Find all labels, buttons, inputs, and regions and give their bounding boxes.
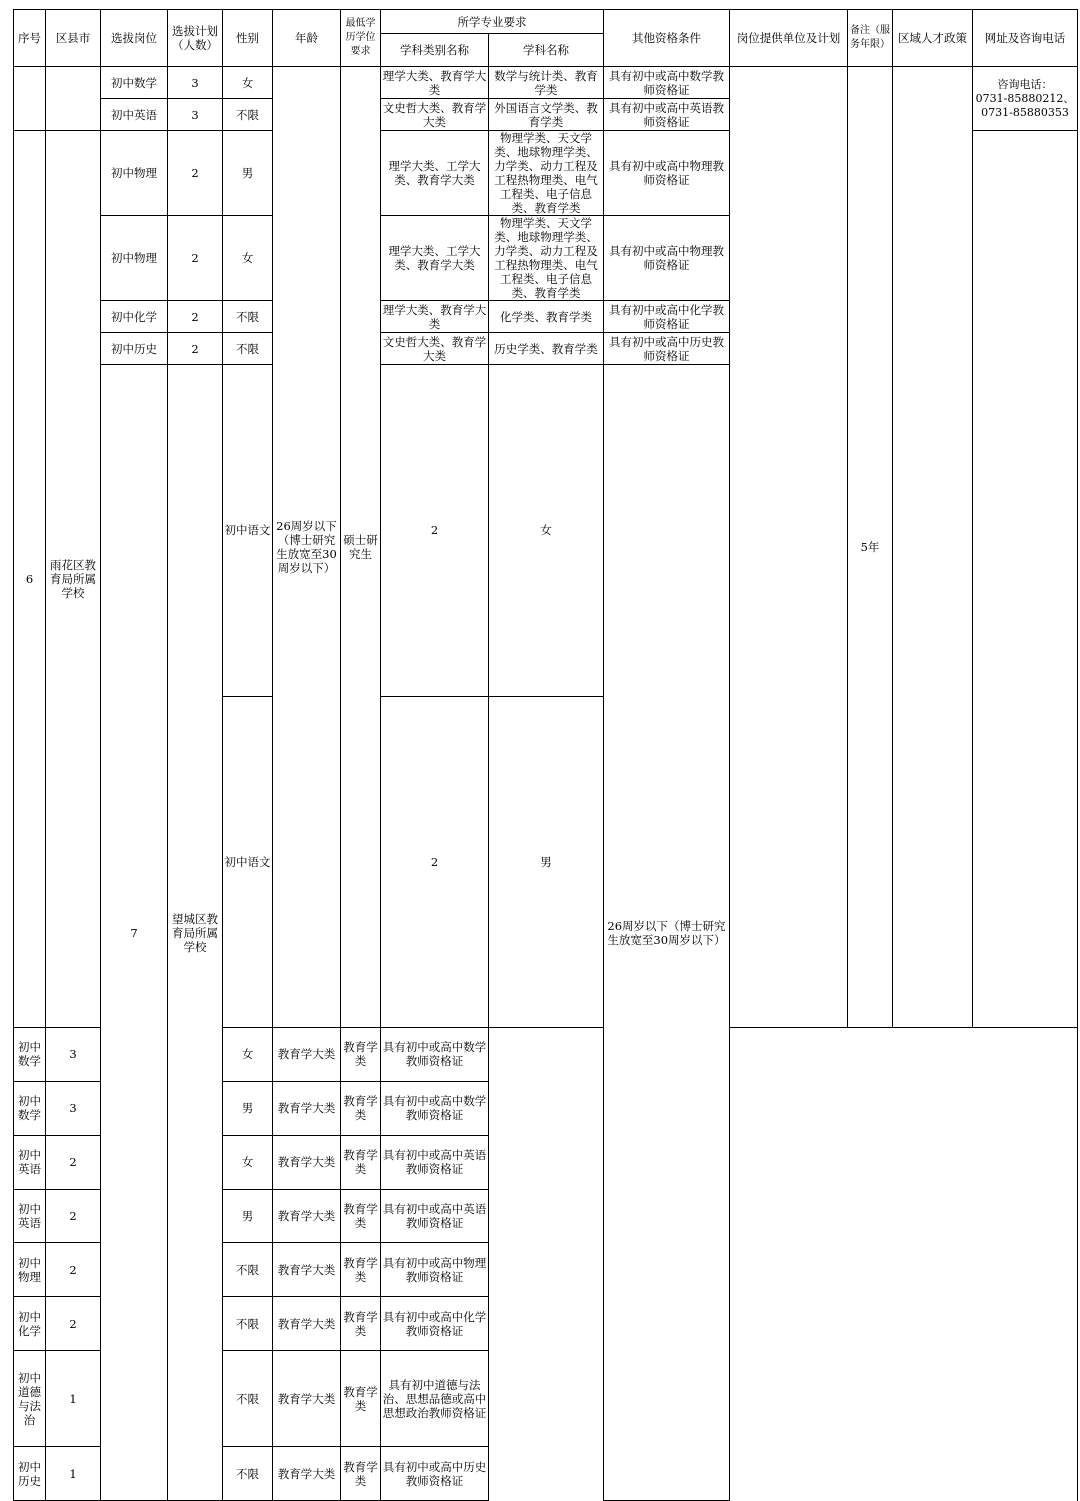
position-cell: 初中道德与法治	[14, 1351, 46, 1447]
category-cell: 教育学大类	[273, 1243, 341, 1297]
major-cell: 教育学类	[341, 1189, 381, 1243]
header-position: 选拔岗位	[101, 10, 168, 67]
category-cell: 教育学大类	[273, 1447, 341, 1501]
plan-cell: 1	[46, 1447, 101, 1501]
gender-cell: 不限	[223, 1351, 273, 1447]
qual-cell: 具有初中或高中化学教师资格证	[604, 301, 730, 333]
header-provider: 岗位提供单位及计划	[730, 10, 848, 67]
header-plan: 选拔计划（人数）	[168, 10, 223, 67]
position-cell: 初中数学	[101, 67, 168, 99]
plan-cell: 2	[46, 1243, 101, 1297]
district-cell: 望城区教育局所属学校	[168, 365, 223, 1501]
gender-cell: 男	[223, 1189, 273, 1243]
position-cell: 初中化学	[101, 301, 168, 333]
position-cell: 初中数学	[14, 1028, 46, 1082]
category-cell: 理学大类、工学大类、教育学大类	[381, 216, 489, 301]
category-cell: 教育学大类	[273, 1297, 341, 1351]
gender-cell: 男	[489, 696, 604, 1028]
category-cell: 教育学大类	[273, 1028, 341, 1082]
plan-cell: 3	[168, 67, 223, 99]
plan-cell: 3	[168, 99, 223, 131]
major-cell: 教育学类	[341, 1243, 381, 1297]
gender-cell: 女	[223, 216, 273, 301]
header-contact: 网址及咨询电话	[973, 10, 1078, 67]
qual-cell: 具有初中或高中历史教师资格证	[381, 1447, 489, 1501]
qual-cell: 具有初中或高中英语教师资格证	[381, 1135, 489, 1189]
qual-cell: 具有初中或高中数学教师资格证	[381, 1081, 489, 1135]
plan-cell: 2	[381, 365, 489, 697]
major-cell: 教育学类	[341, 1135, 381, 1189]
district-cell	[46, 67, 101, 131]
major-cell: 化学类、教育学类	[489, 301, 604, 333]
major-cell: 教育学类	[341, 1447, 381, 1501]
gender-cell: 不限	[223, 333, 273, 365]
seq-cell: 6	[14, 131, 46, 1028]
plan-cell: 3	[46, 1028, 101, 1082]
header-gender: 性别	[223, 10, 273, 67]
major-cell: 教育学类	[341, 1028, 381, 1082]
position-cell: 初中英语	[101, 99, 168, 131]
seq-cell	[14, 67, 46, 131]
major-cell: 外国语言文学类、教育学类	[489, 99, 604, 131]
position-cell: 初中语文	[223, 365, 273, 697]
gender-cell: 女	[489, 365, 604, 697]
qual-cell: 具有初中或高中数学教师资格证	[381, 1028, 489, 1082]
category-cell: 理学大类、工学大类、教育学大类	[381, 131, 489, 216]
qual-cell: 具有初中或高中英语教师资格证	[381, 1189, 489, 1243]
category-cell: 教育学大类	[273, 1135, 341, 1189]
header-major-req: 所学专业要求	[381, 10, 604, 34]
header-seq: 序号	[14, 10, 46, 67]
gender-cell: 男	[223, 131, 273, 216]
age-cell: 26周岁以下（博士研究生放宽至30周岁以下）	[273, 67, 341, 1028]
position-cell: 初中语文	[223, 696, 273, 1028]
contact-label: 咨询电话：	[997, 77, 1053, 91]
header-major-category: 学科类别名称	[381, 34, 489, 67]
header-major-name: 学科名称	[489, 34, 604, 67]
degree-cell: 硕士研究生	[341, 67, 381, 1028]
gender-cell: 男	[223, 1081, 273, 1135]
table-row	[14, 67, 1078, 99]
major-cell: 教育学类	[341, 1351, 381, 1447]
category-cell: 教育学大类	[273, 1081, 341, 1135]
gender-cell: 不限	[223, 99, 273, 131]
contact-phone: 0731-85880212、0731-85880353	[975, 91, 1075, 119]
category-cell: 教育学大类	[273, 1351, 341, 1447]
category-cell: 教育学大类	[273, 1189, 341, 1243]
position-cell: 初中物理	[14, 1243, 46, 1297]
position-cell: 初中历史	[14, 1447, 46, 1501]
plan-cell: 2	[168, 216, 223, 301]
gender-cell: 女	[223, 1028, 273, 1082]
plan-cell: 2	[168, 131, 223, 216]
gender-cell: 女	[223, 1135, 273, 1189]
category-cell: 理学大类、教育学大类	[381, 67, 489, 99]
major-cell: 教育学类	[341, 1297, 381, 1351]
remark-cell: 5年	[848, 67, 893, 1028]
position-cell: 初中化学	[14, 1297, 46, 1351]
contact-cell	[973, 131, 1078, 1028]
qual-cell: 具有初中或高中数学教师资格证	[604, 67, 730, 99]
major-cell: 数学与统计类、教育学类	[489, 67, 604, 99]
major-cell: 物理学类、天文学类、地球物理学类、力学类、动力工程及工程热物理类、电气工程类、电子信息类、教育学类	[489, 216, 604, 301]
major-cell: 教育学类	[341, 1081, 381, 1135]
contact-cell	[973, 67, 1078, 131]
position-cell: 初中英语	[14, 1135, 46, 1189]
major-cell: 物理学类、天文学类、地球物理学类、力学类、动力工程及工程热物理类、电气工程类、电子信息类、教育学类	[489, 131, 604, 216]
gender-cell: 不限	[223, 1243, 273, 1297]
plan-cell: 2	[381, 696, 489, 1028]
position-cell: 初中数学	[14, 1081, 46, 1135]
talent-policy-cell	[893, 67, 973, 1028]
gender-cell: 不限	[223, 1447, 273, 1501]
qual-cell: 具有初中或高中英语教师资格证	[604, 99, 730, 131]
gender-cell: 女	[223, 67, 273, 99]
gender-cell: 不限	[223, 1297, 273, 1351]
position-cell: 初中英语	[14, 1189, 46, 1243]
qual-cell: 具有初中或高中物理教师资格证	[381, 1243, 489, 1297]
provider-cell	[730, 67, 848, 1028]
plan-cell: 3	[46, 1081, 101, 1135]
recruitment-table	[13, 9, 1078, 1501]
header-talent-policy: 区域人才政策	[893, 10, 973, 67]
category-cell: 文史哲大类、教育学大类	[381, 99, 489, 131]
category-cell: 理学大类、教育学大类	[381, 301, 489, 333]
seq-cell: 7	[101, 365, 168, 1501]
header-other-qual: 其他资格条件	[604, 10, 730, 67]
position-cell: 初中历史	[101, 333, 168, 365]
plan-cell: 2	[46, 1189, 101, 1243]
plan-cell: 2	[46, 1135, 101, 1189]
plan-cell: 2	[168, 301, 223, 333]
district-cell: 雨花区教育局所属学校	[46, 131, 101, 1028]
position-cell: 初中物理	[101, 216, 168, 301]
qual-cell: 具有初中道德与法治、思想品德或高中思想政治教师资格证	[381, 1351, 489, 1447]
position-cell: 初中物理	[101, 131, 168, 216]
header-min-degree: 最低学历学位要求	[341, 10, 381, 67]
header-age: 年龄	[273, 10, 341, 67]
qual-cell: 具有初中或高中物理教师资格证	[604, 131, 730, 216]
category-cell: 文史哲大类、教育学大类	[381, 333, 489, 365]
plan-cell: 1	[46, 1351, 101, 1447]
header-district: 区县市	[46, 10, 101, 67]
qual-cell: 具有初中或高中物理教师资格证	[604, 216, 730, 301]
gender-cell: 不限	[223, 301, 273, 333]
header-remark: 备注（服务年限）	[848, 10, 893, 67]
plan-cell: 2	[46, 1297, 101, 1351]
major-cell: 历史学类、教育学类	[489, 333, 604, 365]
age-cell: 26周岁以下（博士研究生放宽至30周岁以下）	[604, 365, 730, 1501]
qual-cell: 具有初中或高中历史教师资格证	[604, 333, 730, 365]
qual-cell: 具有初中或高中化学教师资格证	[381, 1297, 489, 1351]
plan-cell: 2	[168, 333, 223, 365]
